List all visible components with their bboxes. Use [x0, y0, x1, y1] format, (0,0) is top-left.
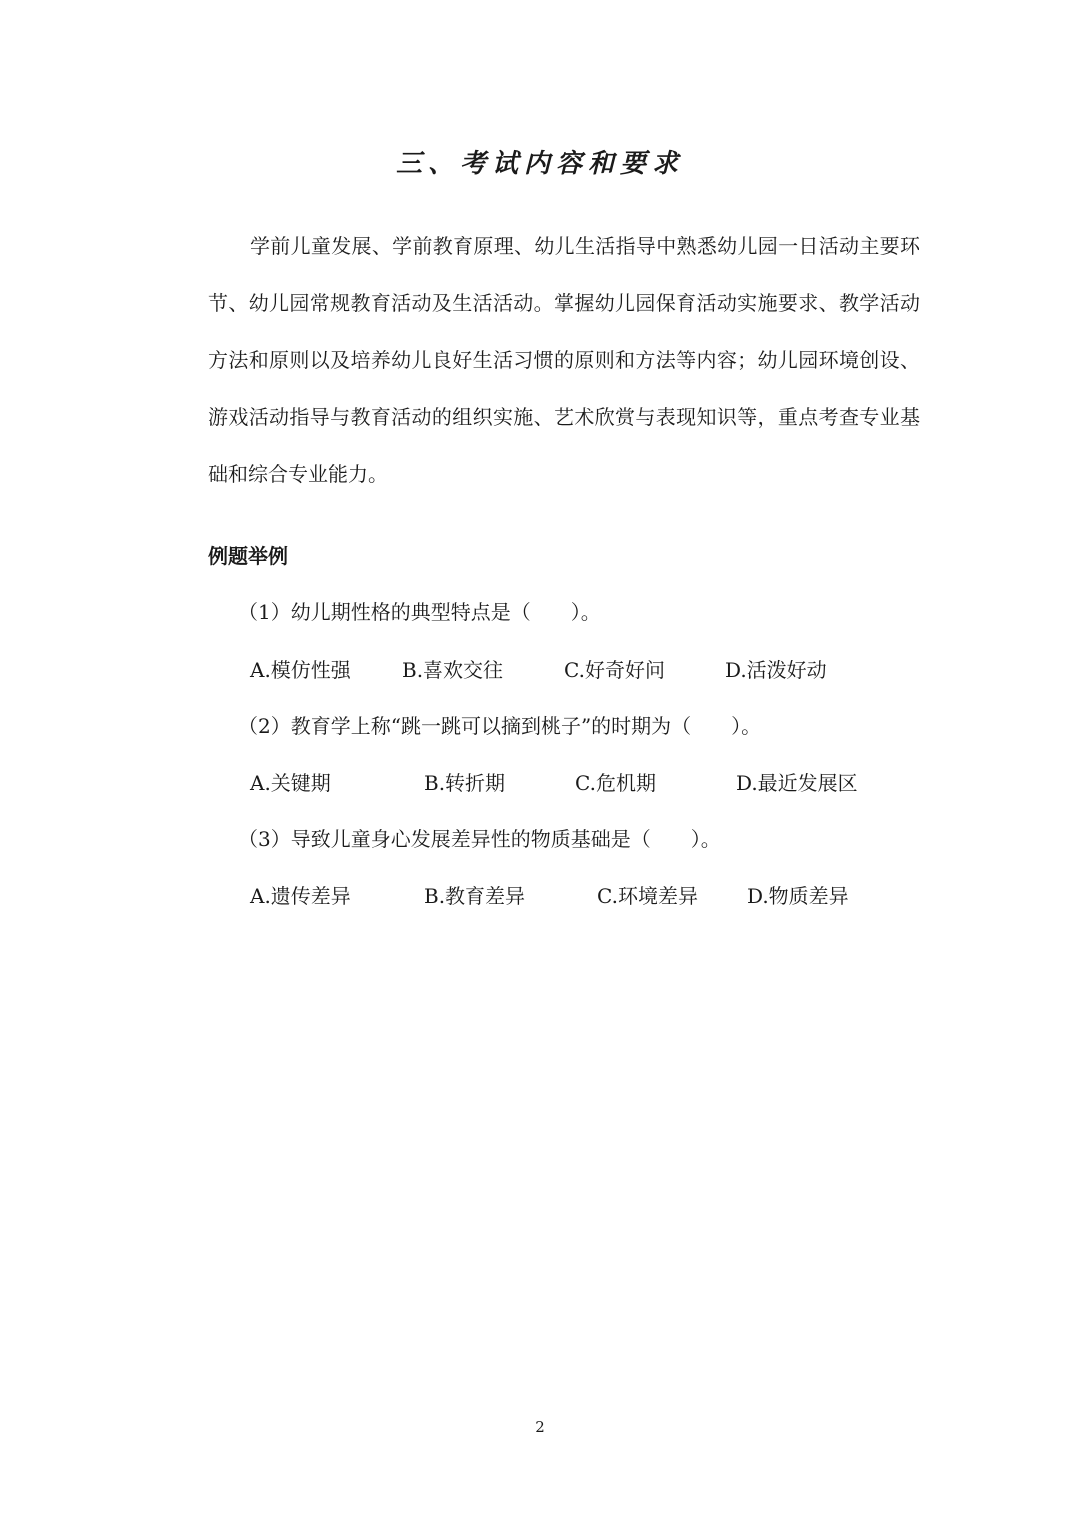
question-1-option-b: B.喜欢交往 [402, 658, 504, 682]
intro-paragraph: 学前儿童发展、学前教育原理、幼儿生活指导中熟悉幼儿园一日活动主要环节、幼儿园常规教育活动及生活活动。掌握幼儿园保育活动实施要求、教学活动方法和原则以及培养幼儿良好生活习惯的原则和方法等内容；幼儿园环境创设、游戏活动指导与教育活动的组织实施、艺术欣赏与表现知识等，重点考查专业基础和综合专业能力。 [208, 234, 920, 486]
question-2-options [0, 767, 1080, 797]
question-3-option-c: C.环境差异 [597, 884, 698, 908]
question-2-option-c: C.危机期 [575, 771, 656, 795]
question-3-options [0, 880, 1080, 910]
examples-heading: 例题举例 [208, 544, 288, 568]
question-2: （2）教育学上称“跳一跳可以摘到桃子”的时期为（ ）。 [238, 714, 762, 738]
question-3-option-a: A.遗传差异 [250, 884, 351, 908]
question-1-option-c: C.好奇好问 [564, 658, 665, 682]
question-3: （3）导致儿童身心发展差异性的物质基础是（ ）。 [238, 827, 721, 851]
question-1-option-a: A.模仿性强 [250, 658, 351, 682]
question-2-option-a: A.关键期 [250, 771, 331, 795]
question-1-options [0, 654, 1080, 684]
section-title: 三、考试内容和要求 [395, 149, 684, 179]
page-number: 2 [535, 1418, 545, 1436]
question-3-option-d: D.物质差异 [747, 884, 849, 908]
question-2-option-d: D.最近发展区 [736, 771, 858, 795]
question-3-option-b: B.教育差异 [424, 884, 526, 908]
question-1: （1）幼儿期性格的典型特点是（ ）。 [238, 600, 601, 624]
question-2-option-b: B.转折期 [424, 771, 506, 795]
question-1-option-d: D.活泼好动 [725, 658, 827, 682]
